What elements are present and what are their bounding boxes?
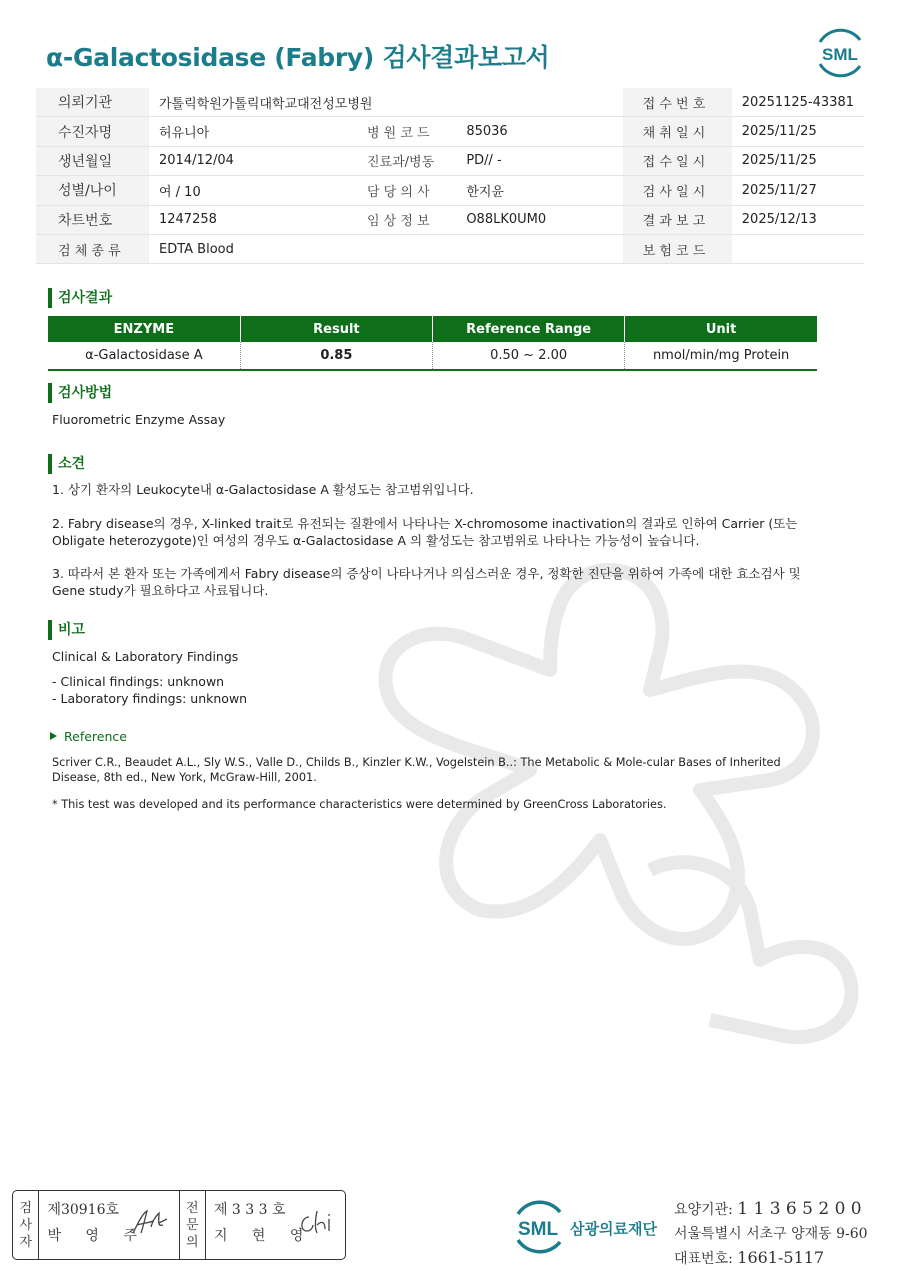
label-specimen-type: 검 체 종 류	[36, 234, 149, 263]
info-row	[36, 88, 864, 117]
table-row	[48, 342, 817, 370]
header-enzyme: ENZYME	[48, 316, 240, 342]
label-sex-age: 성별/나이	[36, 176, 149, 205]
page-title: α-Galactosidase (Fabry) 검사결과보고서	[46, 43, 550, 72]
specialist-name: 지 현 영	[213, 1228, 314, 1244]
value-department: PD// -	[456, 146, 622, 175]
cell-enzyme: α-Galactosidase A	[48, 342, 240, 370]
result-header-row	[48, 316, 817, 342]
reference-label: Reference	[64, 729, 127, 744]
section-title-result: 검사결과	[48, 288, 112, 308]
examiner-name: 박 영 주	[47, 1228, 147, 1244]
remarks-line-1: - Clinical findings: unknown	[52, 674, 225, 689]
label-receipt-date: 접 수 일 시	[623, 146, 732, 175]
label-chart-number: 차트번호	[36, 205, 149, 234]
label-receipt-number: 접 수 번 호	[623, 88, 732, 117]
label-clinical-info: 임 상 정 보	[353, 205, 456, 234]
finding-3: 3. 따라서 본 환자 또는 가족에게서 Fabry disease의 증상이 나타나거나 의심스러운 경우, 정확한 진단을 위하여 가족에 대한 효소검사 및 Gene study가 필요하다고 사료됩니다.	[52, 566, 801, 598]
value-collection-date: 2025/11/25	[732, 117, 864, 146]
foundation-name: 삼광의료재단	[570, 1220, 657, 1238]
method-text: Fluorometric Enzyme Assay	[52, 412, 226, 427]
specialist-license: 제 3 3 3 호	[213, 1202, 286, 1218]
label-requesting-institution: 의뢰기관	[36, 88, 149, 117]
header-reference-range: Reference Range	[433, 316, 625, 342]
cell-unit: nmol/min/mg Protein	[625, 342, 817, 370]
label-test-date: 검 사 일 시	[623, 176, 732, 205]
stamp-label-examiner: 검 사 자	[13, 1191, 39, 1259]
label-insurance-code: 보 험 코 드	[623, 234, 732, 263]
info-row	[36, 205, 864, 234]
reference-note: * This test was developed and its performance characteristics were determined by GreenCross Laboratories.	[52, 798, 667, 811]
cell-reference-range: 0.50 ~ 2.00	[433, 342, 625, 370]
value-hospital-code: 85036	[456, 117, 622, 146]
value-specimen-type: EDTA Blood	[149, 234, 623, 263]
label-birth-date: 생년월일	[36, 146, 149, 175]
finding-2: 2. Fabry disease의 경우, X-linked trait로 유전되는 질환에서 나타나는 X-chromosome inactivation의 결과로 인하여 Carrier (또는 Obligate heterozygote)인 여성의 경우도 α-Galactosidase A 의 활성도는 참고범위로 나타나는 가능성이 높습니다.	[52, 516, 798, 548]
value-birth-date: 2014/12/04	[149, 146, 353, 175]
label-collection-date: 채 취 일 시	[623, 117, 732, 146]
signature-icon	[129, 1207, 169, 1237]
label-department: 진료과/병동	[353, 146, 456, 175]
value-insurance-code	[732, 234, 864, 263]
patient-info-table	[36, 88, 864, 264]
signature-icon	[295, 1207, 335, 1237]
info-row	[36, 117, 864, 146]
value-clinical-info: O88LK0UM0	[456, 205, 622, 234]
value-patient-name: 허유니아	[149, 117, 353, 146]
info-row	[36, 234, 864, 263]
info-row	[36, 176, 864, 205]
sml-foundation-logo-text: SML	[517, 1219, 559, 1240]
header-unit: Unit	[625, 316, 817, 342]
result-table	[48, 316, 817, 371]
value-test-date: 2025/11/27	[732, 176, 864, 205]
stamp-examiner	[39, 1191, 179, 1259]
info-row	[36, 146, 864, 175]
label-patient-name: 수진자명	[36, 117, 149, 146]
value-receipt-number: 20251125-43381	[732, 88, 864, 117]
section-title-remarks: 비고	[48, 620, 85, 640]
label-hospital-code: 병 원 코 드	[353, 117, 456, 146]
stamp-specialist	[206, 1191, 345, 1259]
triangle-right-icon	[50, 732, 57, 740]
stamp-label-specialist: 전 문 의	[180, 1191, 206, 1259]
section-title-findings: 소견	[48, 454, 85, 474]
organization-info	[674, 1197, 868, 1271]
value-receipt-date: 2025/11/25	[732, 146, 864, 175]
sml-foundation-logo-icon	[508, 1198, 568, 1256]
value-chart-number: 1247258	[149, 205, 353, 234]
value-requesting-institution: 가톨릭학원가톨릭대학교대전성모병원	[149, 88, 623, 117]
examiner-license: 제30916호	[47, 1202, 120, 1218]
label-physician: 담 당 의 사	[353, 176, 456, 205]
value-sex-age: 여 / 10	[149, 176, 353, 205]
header-result: Result	[240, 316, 432, 342]
address-line: 서울특별시 서초구 양재동 9-60	[674, 1226, 868, 1242]
care-institution-line: 요양기관: 1 1 3 6 5 2 0 0	[674, 1199, 862, 1219]
reference-heading	[50, 729, 127, 744]
remarks-heading: Clinical & Laboratory Findings	[52, 649, 239, 664]
phone-line: 대표번호: 1661-5117	[674, 1248, 825, 1267]
value-report-date: 2025/12/13	[732, 205, 864, 234]
finding-1: 1. 상기 환자의 Leukocyte내 α-Galactosidase A 활성도는 참고범위입니다.	[52, 482, 474, 497]
signature-stamp	[12, 1190, 346, 1260]
sml-logo-icon	[812, 28, 868, 78]
sml-logo-text: SML	[822, 45, 858, 64]
reference-text: Scriver C.R., Beaudet A.L., Sly W.S., Valle D., Childs B., Kinzler K.W., Vogelstein B..: The Metabolic & Mole-cular Bases of Inherited Disease, 8th ed., New York, McGraw-Hill, 2001.	[52, 756, 781, 784]
value-physician: 한지윤	[456, 176, 622, 205]
cell-result: 0.85	[240, 342, 432, 370]
section-title-method: 검사방법	[48, 383, 112, 403]
remarks-line-2: - Laboratory findings: unknown	[52, 691, 248, 706]
label-report-date: 결 과 보 고	[623, 205, 732, 234]
